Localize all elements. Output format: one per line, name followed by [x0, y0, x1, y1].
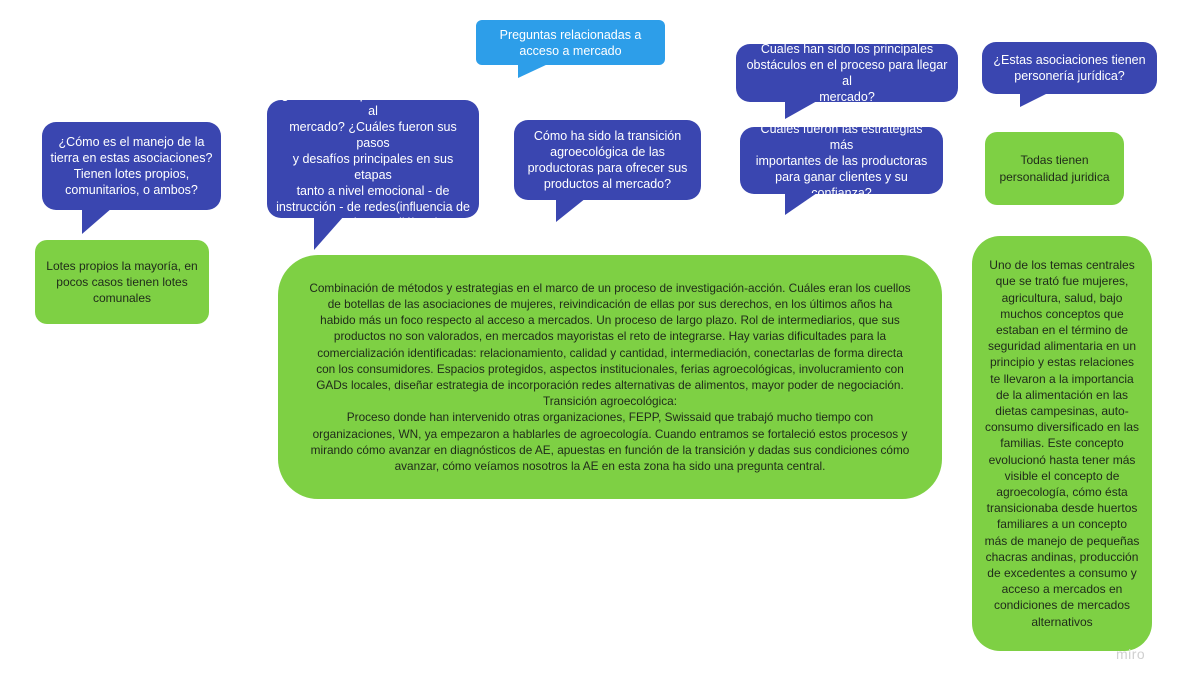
land-bubble-tail [82, 208, 112, 234]
obstacles-bubble-tail [785, 101, 817, 119]
land-question-bubble[interactable]: ¿Cómo es el manejo de la tierra en estas asociaciones? Tienen lotes propios, comunitarios, o ambos? [42, 122, 221, 210]
access-process-bubble-tail [314, 216, 344, 250]
obstacles-question-bubble[interactable]: Cuales han sido los principales obstáculos en el proceso para llegar al mercado? [736, 44, 958, 102]
access-process-question-bubble[interactable]: ¿Cómo fue el proceso de acceso al mercado? ¿Cuáles fueron sus pasos y desafíos principales en sus etapas tanto a nivel emocional - de instrucción - de redes(influencia de organizaciones - diálogo)? [267, 100, 479, 218]
themes-answer-note[interactable]: Uno de los temas centrales que se trató fue mujeres, agricultura, salud, bajo muchos conceptos que estaban en el término de seguridad alimentaria en un principio y estas relaciones te llevaron a la importancia de la alimentación en las dietas campesinas, auto- consumo diversificado en las familias. Este concepto evolucionó hasta tener más visible el concepto de agroecología, cómo ésta transicionaba desde huertos familiares a un concepto más de manejo de pequeñas chacras andinas, producción de excedentes a consumo y acceso a mercados en condiciones de mercados alternativos [972, 236, 1152, 651]
miro-watermark: miro [1116, 646, 1146, 662]
transition-bubble-tail [556, 198, 586, 222]
header-question-bubble[interactable]: Preguntas relacionadas a acceso a mercado [476, 20, 665, 65]
main-answer-note[interactable]: Combinación de métodos y estrategias en el marco de un proceso de investigación-acción. Cuáles eran los cuellos de botellas de las asociaciones de mujeres, reivindicación de ellas por sus derechos, en los últimos años ha habido más un foco respecto al acceso a mercados. Un proceso de largo plazo. Rol de intermediarios, que sus productos no son valorados, en mercados mayoristas el reto de integrarse. Hay varias dificultades para la comercialización identificadas: relacionamiento, calidad y cantidad, intermediación, conectarlas de forma directa con los consumidores. Espacios protegidos, aspectos institucionales, ferias agroecológicas, involucramiento con GADs locales, diseñar estrategia de incorporación redes alternativas de alimentos, mayor poder de negociación. Transición agroecológica: Proceso donde han intervenido otras organizaciones, FEPP, Swissaid que trabajó mucho tiempo con organizaciones, WN, ya empezaron a hablarles de agroecología. Cuando entramos se fortaleció estos procesos y mirando cómo avanzar en diagnósticos de AE, apuestas en función de la transición y dadas sus condiciones cómo avanzar, cómo veíamos nosotros la AE en esta zona ha sido una pregunta central. [278, 255, 942, 499]
land-answer-note[interactable]: Lotes propios la mayoría, en pocos casos tienen lotes comunales [35, 240, 209, 324]
legal-answer-note[interactable]: Todas tienen personalidad juridica [985, 132, 1124, 205]
transition-question-bubble[interactable]: Cómo ha sido la transición agroecológica de las productoras para ofrecer sus productos al mercado? [514, 120, 701, 200]
strategies-question-bubble[interactable]: Cuáles fueron las estrategias más importantes de las productoras para ganar clientes y su confianza? [740, 127, 943, 194]
legal-bubble-tail [1020, 93, 1048, 107]
legal-question-bubble[interactable]: ¿Estas asociaciones tienen personería jurídica? [982, 42, 1157, 94]
header-bubble-tail [518, 64, 548, 78]
strategies-bubble-tail [785, 193, 817, 215]
